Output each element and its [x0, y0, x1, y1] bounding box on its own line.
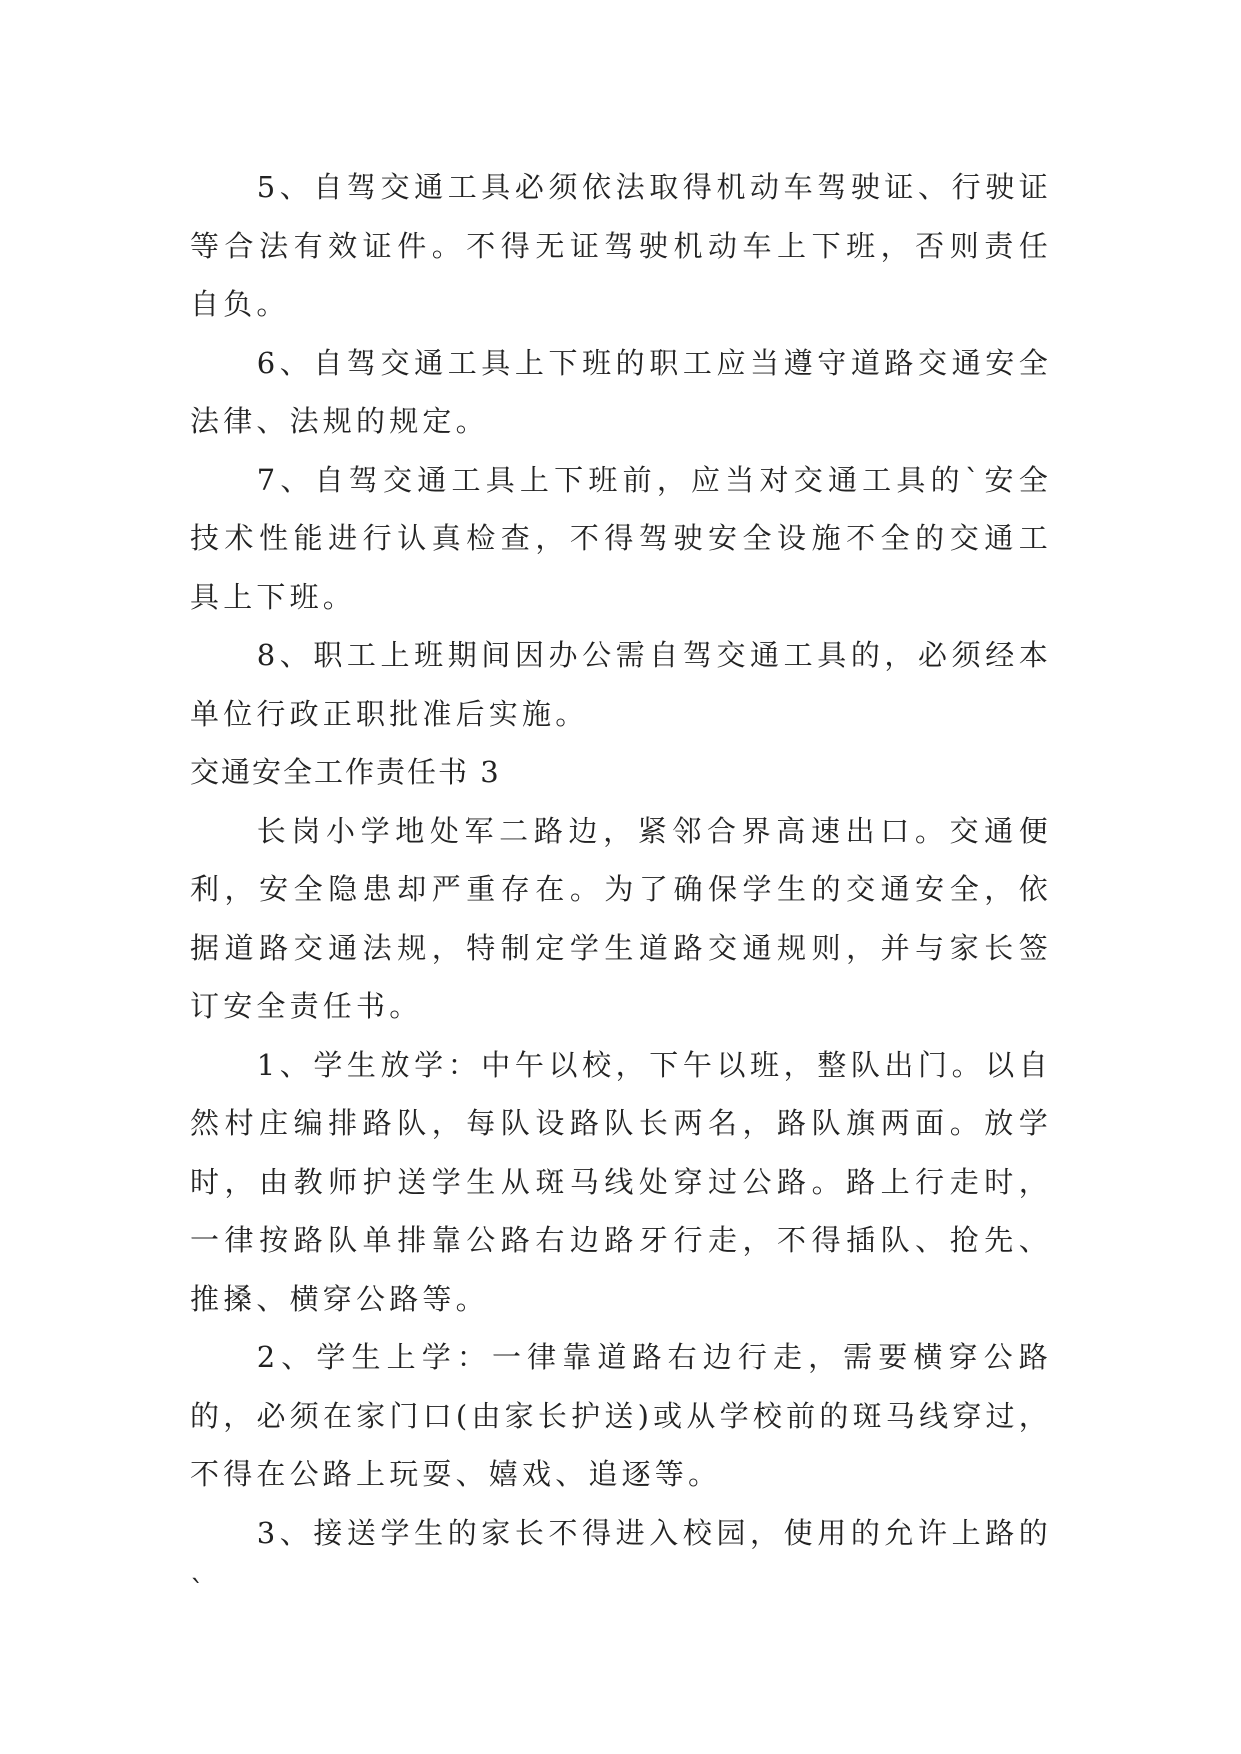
- rule-paragraph-3: 3、接送学生的家长不得进入校园，使用的允许上路的`: [190, 1515, 1052, 1608]
- rule-paragraph-1: 1、学生放学：中午以校，下午以班，整队出门。以自然村庄编排路队，每队设路队长两名，路队旗两面。放学时，由教师护送学生从斑马线处穿过公路。路上行走时，一律按路队单排靠公路右边路牙行走，不得插队、抢先、推搡、横穿公路等。: [190, 1047, 1052, 1316]
- section-heading: 交通安全工作责任书 3: [190, 755, 501, 789]
- paragraph-item-7: 7、自驾交通工具上下班前，应当对交通工具的`安全技术性能进行认真检查，不得驾驶安全设施不全的交通工具上下班。: [190, 462, 1052, 614]
- rule-paragraph-2: 2、学生上学：一律靠道路右边行走，需要横穿公路的，必须在家门口(由家长护送)或从学校前的斑马线穿过，不得在公路上玩耍、嬉戏、追逐等。: [190, 1340, 1052, 1491]
- paragraph-item-6: 6、自驾交通工具上下班的职工应当遵守道路交通安全法律、法规的规定。: [190, 345, 1052, 438]
- document-body: [190, 158, 1052, 1621]
- intro-paragraph: 长岗小学地处军二路边，紧邻合界高速出口。交通便利，安全隐患却严重存在。为了确保学生的交通安全，依据道路交通法规，特制定学生道路交通规则，并与家长签订安全责任书。: [190, 813, 1052, 1023]
- paragraph-item-5: 5、自驾交通工具必须依法取得机动车驾驶证、行驶证等合法有效证件。不得无证驾驶机动车上下班，否则责任自负。: [190, 170, 1052, 321]
- paragraph-item-8: 8、职工上班期间因办公需自驾交通工具的，必须经本单位行政正职批准后实施。: [190, 638, 1052, 731]
